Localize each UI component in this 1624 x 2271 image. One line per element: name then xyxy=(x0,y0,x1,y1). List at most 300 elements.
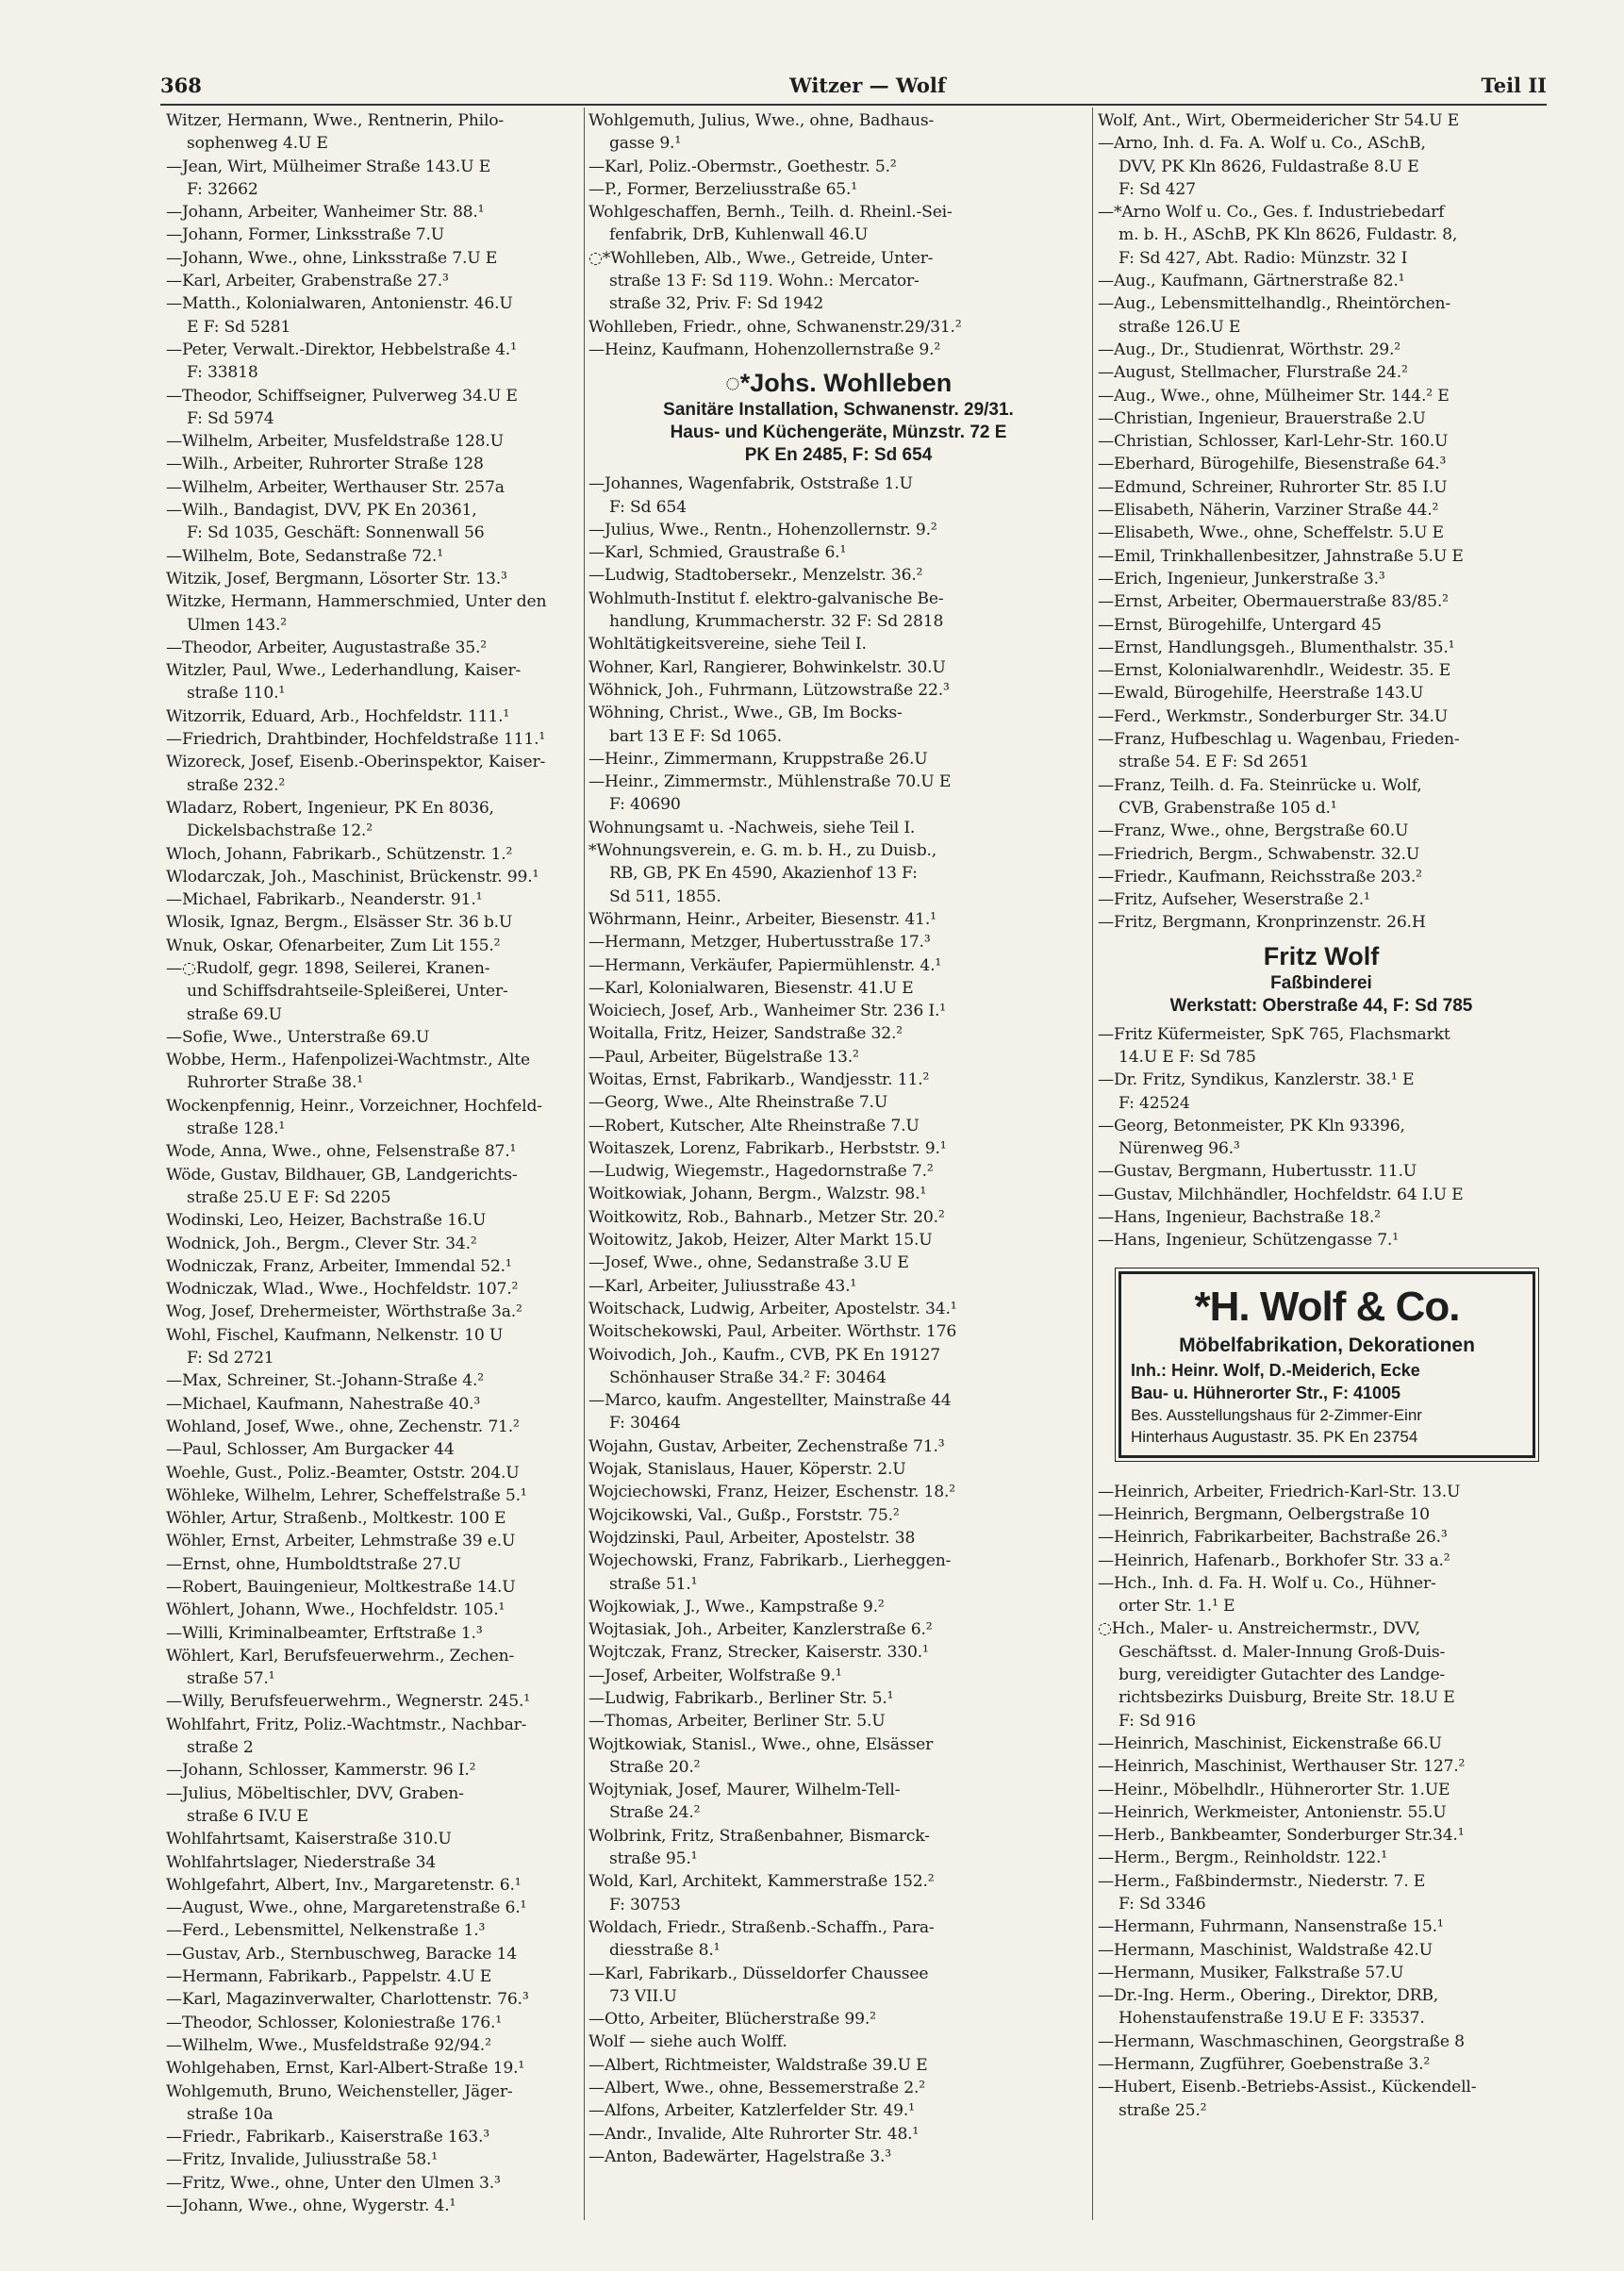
entry-line: —Ernst, Arbeiter, Obermauerstraße 83/85.² xyxy=(1098,592,1449,612)
entry-line: 73 VII.U xyxy=(609,1986,677,2006)
entry-line: —Hermann, Verkäufer, Papiermühlenstr. 4.¹ xyxy=(588,955,942,975)
entry-line: —Herm., Bergm., Reinholdstr. 122.¹ xyxy=(1098,1848,1387,1868)
directory-entry xyxy=(588,1091,1088,1114)
entry-line: F: Sd 3346 xyxy=(1119,1895,1206,1914)
entry-line: —Michael, Kaufmann, Nahestraße 40.³ xyxy=(166,1394,481,1414)
entry-line: Wohlgeschaffen, Bernh., Teilh. d. Rheinl.-Sei- xyxy=(588,203,953,223)
directory-entry xyxy=(166,751,581,797)
entry-line: —Wilhelm, Bote, Sedanstraße 72.¹ xyxy=(166,546,443,566)
entry-line: —Theodor, Schiffseigner, Pulverweg 34.U E xyxy=(166,386,518,406)
entry-line: F: Sd 1035, Geschäft: Sonnenwall 56 xyxy=(187,523,485,543)
entry-line: —Michael, Fabrikarb., Neanderstr. 91.¹ xyxy=(166,890,483,910)
directory-entry xyxy=(1098,1915,1545,1938)
entry-line: —Sofie, Wwe., Unterstraße 69.U xyxy=(166,1027,430,1047)
entry-line: Ruhrorter Straße 38.¹ xyxy=(187,1073,363,1093)
directory-entry xyxy=(1098,1229,1545,1252)
entry-line: Wojtasiak, Joh., Arbeiter, Kanzlerstraße 6.² xyxy=(588,1620,933,1640)
ad-title: *H. Wolf & Co. xyxy=(1194,1283,1460,1330)
entry-line: Woiciech, Josef, Arb., Wanheimer Str. 236 I.¹ xyxy=(588,1002,946,1021)
directory-entry xyxy=(1098,1206,1545,1229)
directory-entry xyxy=(1098,1939,1545,1962)
directory-entry xyxy=(166,843,581,866)
directory-entry xyxy=(1098,866,1545,888)
entry-line: F: 30753 xyxy=(609,1895,681,1915)
directory-entry xyxy=(166,476,581,499)
entry-line: —Julius, Wwe., Rentn., Hohenzollernstr. 9.² xyxy=(588,520,937,539)
entry-line: —August, Stellmacher, Flurstraße 24.² xyxy=(1098,363,1408,383)
directory-entry xyxy=(166,659,581,705)
directory-entry xyxy=(166,2148,581,2171)
directory-entry xyxy=(1098,728,1545,774)
entry-line: —Aug., Wwe., ohne, Mülheimer Str. 144.² E xyxy=(1098,386,1450,406)
entry-line: —Paul, Arbeiter, Bügelstraße 13.² xyxy=(588,1047,859,1067)
entry-line: —Ferd., Lebensmittel, Nelkenstraße 1.³ xyxy=(166,1921,486,1941)
directory-entry xyxy=(166,545,581,568)
directory-entry xyxy=(1098,911,1545,934)
entry-line: —Albert, Wwe., ohne, Bessemerstraße 2.² xyxy=(588,2079,925,2098)
entry-line: —Ernst, Bürogehilfe, Untergard 45 xyxy=(1098,615,1382,635)
directory-entry xyxy=(588,1481,1088,1503)
entry-line: Woehle, Gust., Poliz.-Beamter, Oststr. 204.U xyxy=(166,1463,520,1483)
entry-line: —Elisabeth, Wwe., ohne, Scheffelstr. 5.U E xyxy=(1098,523,1444,543)
entry-line: —Ewald, Bürogehilfe, Heerstraße 143.U xyxy=(1098,684,1424,704)
directory-entry xyxy=(166,1164,581,1210)
ad-title: ◌*Johs. Wohlleben xyxy=(724,369,953,398)
entry-line: Wohlmuth-Institut f. elektro-galvanische Be- xyxy=(588,588,944,608)
ad-line: Bau- u. Hühnerorter Str., F: 41005 xyxy=(1131,1383,1401,1402)
directory-entry xyxy=(588,1596,1088,1618)
entry-line: Wojcikowski, Val., Gußp., Forststr. 75.² xyxy=(588,1505,900,1525)
directory-entry xyxy=(1098,339,1545,361)
entry-line: —Heinr., Möbelhdlr., Hühnerorter Str. 1.UE xyxy=(1098,1780,1450,1799)
directory-entry xyxy=(588,1389,1088,1435)
entry-line: —Hch., Inh. d. Fa. H. Wolf u. Co., Hühner- xyxy=(1098,1573,1436,1593)
entry-line: —Heinr., Zimmermann, Kruppstraße 26.U xyxy=(588,749,928,769)
directory-entry xyxy=(166,1301,581,1323)
entry-line: —Albert, Richtmeister, Waldstraße 39.U E xyxy=(588,2055,928,2075)
directory-entry xyxy=(1098,843,1545,866)
entry-line: —Arno, Inh. d. Fa. A. Wolf u. Co., ASchB, xyxy=(1098,134,1426,154)
entry-line: straße 25.² xyxy=(1119,2100,1207,2120)
directory-entry xyxy=(588,1069,1088,1091)
entry-line: Wöde, Gustav, Bildhauer, GB, Landgerichts- xyxy=(166,1165,518,1185)
directory-entry xyxy=(166,1278,581,1301)
entry-line: —Erich, Ingenieur, Junkerstraße 3.³ xyxy=(1098,569,1385,588)
entry-line: Wojkowiak, J., Wwe., Kampstraße 9.² xyxy=(588,1597,885,1616)
entry-line: Wodnick, Joh., Bergm., Clever Str. 34.² xyxy=(166,1234,477,1253)
directory-entry xyxy=(1098,1617,1545,1732)
entry-line: —Hermann, Maschinist, Waldstraße 42.U xyxy=(1098,1940,1433,1960)
ad-line: Sanitäre Installation, Schwanenstr. 29/31. xyxy=(663,400,1014,421)
directory-entry xyxy=(166,568,581,590)
directory-entry xyxy=(166,590,581,637)
entry-line: —Ludwig, Stadtobersekr., Menzelstr. 36.² xyxy=(588,566,923,586)
entry-line: —Karl, Kolonialwaren, Biesenstr. 41.U E xyxy=(588,978,914,998)
entry-line: Witzke, Hermann, Hammerschmied, Unter den xyxy=(166,592,547,612)
entry-line: Witzler, Paul, Wwe., Lederhandlung, Kaiser- xyxy=(166,661,522,681)
directory-entry xyxy=(1098,568,1545,590)
directory-entry xyxy=(166,911,581,934)
entry-line: —Christian, Ingenieur, Brauerstraße 2.U xyxy=(1098,408,1426,428)
entry-line: Wohland, Josef, Wwe., ohne, Zechenstr. 71.² xyxy=(166,1417,520,1436)
entry-line: —Willi, Kriminalbeamter, Erftstraße 1.³ xyxy=(166,1623,483,1643)
directory-entry xyxy=(588,977,1088,1000)
ad-line: Inh.: Heinr. Wolf, D.-Meiderich, Ecke xyxy=(1131,1360,1420,1380)
directory-entry xyxy=(588,1022,1088,1045)
entry-line: Nürenweg 96.³ xyxy=(1119,1139,1240,1159)
entry-line: Ulmen 143.² xyxy=(187,615,287,635)
column-divider xyxy=(1092,108,1093,2220)
directory-entry xyxy=(1098,1481,1545,1503)
ad-line: Haus- und Küchengeräte, Münzstr. 72 E xyxy=(670,423,1007,443)
directory-entry xyxy=(588,1733,1088,1780)
entry-line: Wohlleben, Friedr., ohne, Schwanenstr.29/31.² xyxy=(588,317,962,337)
entry-line: —Johann, Wwe., ohne, Wygerstr. 4.¹ xyxy=(166,2196,456,2216)
directory-entry xyxy=(1098,1779,1545,1801)
entry-line: Wodniczak, Wlad., Wwe., Hochfeldstr. 107.² xyxy=(166,1280,519,1300)
entry-line: —Wilhelm, Arbeiter, Werthauser Str. 257a xyxy=(166,477,505,497)
directory-entry xyxy=(588,1458,1088,1481)
directory-entry xyxy=(588,2054,1088,2077)
entry-line: Woitkowiak, Johann, Bergm., Walzstr. 98.¹ xyxy=(588,1185,927,1204)
entry-line: —Franz, Hufbeschlag u. Wagenbau, Frieden- xyxy=(1098,730,1460,750)
entry-line: —Marco, kaufm. Angestellter, Mainstraße 44 xyxy=(588,1391,952,1411)
directory-entry xyxy=(166,1140,581,1163)
column-2 xyxy=(588,109,1088,2168)
entry-line: —Anton, Badewärter, Hagelstraße 3.³ xyxy=(588,2147,891,2166)
directory-entry xyxy=(166,339,581,385)
directory-entry xyxy=(166,797,581,843)
directory-entry xyxy=(588,1183,1088,1205)
directory-entry xyxy=(588,2099,1088,2122)
entry-line: F: Sd 427, Abt. Radio: Münzstr. 32 I xyxy=(1119,248,1408,268)
entry-line: Woitas, Ernst, Fabrikarb., Wandjesstr. 11.² xyxy=(588,1069,930,1089)
directory-entry xyxy=(1098,1069,1545,1115)
entry-line: gasse 9.¹ xyxy=(609,134,682,154)
entry-line: —Georg, Wwe., Alte Rheinstraße 7.U xyxy=(588,1093,888,1113)
entry-line: straße 2 xyxy=(187,1738,254,1758)
directory-entry xyxy=(166,292,581,339)
entry-line: Wohlfahrt, Fritz, Poliz.-Wachtmstr., Nachbar- xyxy=(166,1715,527,1734)
entry-line: —Karl, Poliz.-Obermstr., Goethestr. 5.² xyxy=(588,157,897,176)
entry-line: Woldach, Friedr., Straßenb.-Schaffn., Para- xyxy=(588,1917,935,1937)
entry-line: Woitaszek, Lorenz, Fabrikarb., Herbststr. 9.¹ xyxy=(588,1138,947,1158)
entry-line: Wöhrmann, Heinr., Arbeiter, Biesenstr. 41.¹ xyxy=(588,909,936,929)
directory-entry xyxy=(588,1137,1088,1160)
advertisement xyxy=(1098,940,1545,1018)
ad-subtitle: Möbelfabrikation, Dekorationen xyxy=(1179,1334,1475,1356)
directory-entry xyxy=(166,2034,581,2057)
entry-line: Wöhler, Artur, Straßenb., Moltkestr. 100 E xyxy=(166,1509,506,1529)
entry-line: —Gustav, Arb., Sternbuschweg, Baracke 14 xyxy=(166,1944,518,1964)
directory-entry xyxy=(1098,499,1545,522)
entry-line: straße 126.U E xyxy=(1119,317,1241,337)
entry-line: Woitowitz, Jakob, Heizer, Alter Markt 15.U xyxy=(588,1231,933,1251)
directory-entry xyxy=(588,1206,1088,1229)
directory-entry xyxy=(166,2126,581,2148)
entry-line: —Karl, Schmied, Graustraße 6.¹ xyxy=(588,543,847,563)
entry-line: straße 232.² xyxy=(187,775,286,795)
directory-entry xyxy=(1098,201,1545,270)
entry-line: F: 40690 xyxy=(609,795,681,815)
entry-line: Straße 24.² xyxy=(609,1803,701,1823)
directory-entry xyxy=(166,453,581,475)
entry-line: —Friedr., Fabrikarb., Kaiserstraße 163.³ xyxy=(166,2128,489,2147)
entry-line: Wlosik, Ignaz, Bergm., Elsässer Str. 36 b.U xyxy=(166,913,513,933)
entry-line: —Elisabeth, Näherin, Varziner Straße 44.² xyxy=(1098,501,1439,521)
entry-line: —Hans, Ingenieur, Bachstraße 18.² xyxy=(1098,1208,1381,1228)
directory-entry xyxy=(166,1828,581,1850)
entry-line: Hohenstaufenstraße 19.U E F: 33537. xyxy=(1119,2009,1425,2029)
directory-entry xyxy=(588,201,1088,247)
directory-entry xyxy=(1098,1023,1545,1069)
entry-line: Woitkowitz, Rob., Bahnarb., Metzer Str. 20.² xyxy=(588,1207,945,1227)
directory-entry xyxy=(588,1000,1088,1022)
entry-line: —Otto, Arbeiter, Blücherstraße 99.² xyxy=(588,2010,876,2030)
directory-entry xyxy=(166,1026,581,1049)
entry-line: —Dr. Fritz, Syndikus, Kanzlerstr. 38.¹ E xyxy=(1098,1070,1415,1090)
entry-line: —Ludwig, Fabrikarb., Berliner Str. 5.¹ xyxy=(588,1689,894,1708)
entry-line: straße 6 IV.U E xyxy=(187,1806,308,1826)
entry-line: —Friedrich, Drahtbinder, Hochfeldstraße 111.¹ xyxy=(166,730,546,750)
directory-entry xyxy=(588,588,1088,634)
directory-entry xyxy=(588,156,1088,178)
directory-entry xyxy=(588,247,1088,316)
directory-entry xyxy=(588,1779,1088,1825)
directory-entry xyxy=(588,702,1088,748)
entry-line: —Peter, Verwalt.-Direktor, Hebbelstraße 4.¹ xyxy=(166,340,517,359)
directory-entry xyxy=(588,656,1088,679)
entry-line: —Wilhelm, Wwe., Musfeldstraße 92/94.² xyxy=(166,2035,491,2055)
directory-entry xyxy=(166,1530,581,1552)
directory-entry xyxy=(1098,614,1545,637)
directory-entry xyxy=(588,1115,1088,1137)
directory-entry xyxy=(588,1504,1088,1527)
directory-entry xyxy=(588,1963,1088,2009)
entry-line: Wohlfahrtslager, Niederstraße 34 xyxy=(166,1852,437,1872)
directory-entry xyxy=(1098,292,1545,339)
entry-line: —Thomas, Arbeiter, Berliner Str. 5.U xyxy=(588,1712,886,1732)
ad-line: Faßbinderei xyxy=(1270,972,1372,993)
entry-line: —Ferd., Werkmstr., Sonderburger Str. 34.U xyxy=(1098,706,1449,726)
entry-line: —Jean, Wirt, Mülheimer Straße 143.U E xyxy=(166,157,491,176)
directory-entry xyxy=(166,1759,581,1782)
entry-line: F: Sd 2721 xyxy=(187,1349,274,1368)
entry-line: Wolbrink, Fritz, Straßenbahner, Bismarck- xyxy=(588,1826,930,1846)
entry-line: straße 51.¹ xyxy=(609,1574,698,1594)
directory-entry xyxy=(1098,270,1545,292)
entry-line: —Heinrich, Hafenarb., Borkhofer Str. 33 a.² xyxy=(1098,1550,1450,1570)
directory-entry xyxy=(166,1462,581,1484)
entry-line: —Ludwig, Wiegemstr., Hagedornstraße 7.² xyxy=(588,1162,934,1182)
directory-entry xyxy=(166,866,581,888)
directory-entry xyxy=(166,2195,581,2217)
entry-line: —Johann, Schlosser, Kammerstr. 96 I.² xyxy=(166,1761,476,1781)
entry-line: —Hermann, Zugführer, Goebenstraße 3.² xyxy=(1098,2055,1431,2075)
entry-line: Wojechowski, Franz, Fabrikarb., Lierheggen- xyxy=(588,1551,952,1571)
directory-entry xyxy=(588,817,1088,839)
entry-line: —Hans, Ingenieur, Schützengasse 7.¹ xyxy=(1098,1231,1399,1251)
entry-line: straße 54. E F: Sd 2651 xyxy=(1119,753,1310,772)
directory-entry xyxy=(166,1782,581,1829)
directory-entry xyxy=(166,1393,581,1416)
entry-line: —Robert, Bauingenieur, Moltkestraße 14.U xyxy=(166,1578,516,1597)
entry-line: DVV, PK Kln 8626, Fuldastraße 8.U E xyxy=(1119,157,1419,176)
entry-line: Wold, Karl, Architekt, Kammerstraße 152.² xyxy=(588,1872,935,1892)
directory-entry xyxy=(166,2080,581,2127)
entry-line: straße 69.U xyxy=(187,1004,282,1024)
directory-entry xyxy=(588,519,1088,541)
entry-line: bart 13 E F: Sd 1065. xyxy=(609,726,782,746)
entry-line: F: Sd 916 xyxy=(1119,1711,1196,1731)
directory-entry xyxy=(1098,1870,1545,1916)
directory-entry xyxy=(1098,1847,1545,1869)
directory-entry xyxy=(166,1622,581,1645)
entry-line: Wöhlert, Johann, Wwe., Hochfeldstr. 105.¹ xyxy=(166,1600,505,1620)
directory-entry xyxy=(588,2008,1088,2031)
directory-entry xyxy=(1098,705,1545,728)
entry-line: —Georg, Betonmeister, PK Kln 93396, xyxy=(1098,1116,1405,1136)
directory-entry xyxy=(166,1209,581,1232)
directory-entry xyxy=(166,1255,581,1278)
entry-line: —P., Former, Berzeliusstraße 65.¹ xyxy=(588,179,857,199)
directory-entry xyxy=(588,1641,1088,1664)
entry-line: sophenweg 4.U E xyxy=(187,134,328,154)
directory-entry xyxy=(166,1438,581,1461)
directory-entry xyxy=(1098,1550,1545,1572)
entry-line: —Friedr., Kaufmann, Reichsstraße 203.² xyxy=(1098,867,1422,887)
entry-line: Wode, Anna, Wwe., ohne, Felsenstraße 87.¹ xyxy=(166,1142,517,1162)
entry-line: straße 128.¹ xyxy=(187,1119,286,1139)
directory-entry xyxy=(166,1095,581,1141)
entry-line: F: 33818 xyxy=(187,363,258,383)
header-rule xyxy=(160,104,1547,106)
entry-line: —Franz, Teilh. d. Fa. Steinrücke u. Wolf, xyxy=(1098,775,1422,795)
directory-entry xyxy=(166,247,581,270)
directory-entry xyxy=(166,728,581,751)
entry-line: Schönhauser Straße 34.² F: 30464 xyxy=(609,1368,887,1387)
directory-entry xyxy=(166,2012,581,2034)
entry-line: —Aug., Kaufmann, Gärtnerstraße 82.¹ xyxy=(1098,272,1405,291)
directory-entry xyxy=(588,1435,1088,1458)
page-number: 368 xyxy=(160,74,202,97)
directory-entry xyxy=(588,931,1088,953)
directory-entry xyxy=(588,1229,1088,1252)
entry-line: Wobbe, Herm., Hafenpolizei-Wachtmstr., Alte xyxy=(166,1051,530,1070)
entry-line: —Friedrich, Bergm., Schwabenstr. 32.U xyxy=(1098,844,1420,864)
directory-entry xyxy=(588,316,1088,339)
directory-entry xyxy=(166,1324,581,1370)
entry-line: —Fritz, Wwe., ohne, Unter den Ulmen 3.³ xyxy=(166,2173,501,2193)
entry-line: —Fritz Küfermeister, SpK 765, Flachsmarkt xyxy=(1098,1024,1450,1044)
directory-entry xyxy=(1098,682,1545,705)
directory-entry xyxy=(166,1690,581,1713)
directory-entry xyxy=(166,935,581,957)
directory-entry xyxy=(166,156,581,202)
directory-entry xyxy=(588,954,1088,977)
entry-line: —Paul, Schlosser, Am Burgacker 44 xyxy=(166,1440,455,1460)
entry-line: Witzorrik, Eduard, Arb., Hochfeldstr. 111.¹ xyxy=(166,706,510,726)
entry-line: —Fritz, Aufseher, Weserstraße 2.¹ xyxy=(1098,890,1370,910)
directory-entry xyxy=(166,2172,581,2195)
directory-entry xyxy=(166,1965,581,1988)
directory-entry xyxy=(1098,453,1545,475)
entry-line: diesstraße 8.¹ xyxy=(609,1941,721,1961)
entry-line: handlung, Krummacherstr. 32 F: Sd 2818 xyxy=(609,612,944,632)
directory-entry xyxy=(166,1553,581,1576)
directory-entry xyxy=(588,1710,1088,1732)
entry-line: F: Sd 5974 xyxy=(187,408,274,428)
directory-entry xyxy=(588,1618,1088,1641)
directory-entry xyxy=(1098,407,1545,430)
directory-entry xyxy=(588,1252,1088,1274)
ad-note: Hinterhaus Augustastr. 35. PK En 23754 xyxy=(1131,1427,1418,1446)
entry-line: Wnuk, Oskar, Ofenarbeiter, Zum Lit 155.² xyxy=(166,936,501,955)
directory-entry xyxy=(166,1714,581,1760)
directory-entry xyxy=(1098,1801,1545,1824)
ad-title: Fritz Wolf xyxy=(1263,941,1380,970)
entry-line: Dickelsbachstraße 12.² xyxy=(187,821,373,841)
entry-line: Wolf, Ant., Wirt, Obermeidericher Str 54.U E xyxy=(1098,111,1459,130)
directory-entry xyxy=(1098,476,1545,499)
entry-line: —Fritz, Invalide, Juliusstraße 58.¹ xyxy=(166,2150,438,2170)
entry-line: Straße 20.² xyxy=(609,1757,701,1777)
page-header xyxy=(160,74,1547,106)
directory-entry xyxy=(588,1320,1088,1343)
entry-line: —Johann, Arbeiter, Wanheimer Str. 88.¹ xyxy=(166,203,485,223)
directory-entry xyxy=(166,957,581,1026)
directory-entry xyxy=(1098,545,1545,568)
directory-entry xyxy=(166,270,581,292)
directory-entry xyxy=(588,1825,1088,1871)
entry-line: —Heinrich, Arbeiter, Friedrich-Karl-Str. 13.U xyxy=(1098,1482,1461,1501)
entry-line: F: 42524 xyxy=(1119,1093,1190,1113)
entry-line: —Gustav, Bergmann, Hubertusstr. 11.U xyxy=(1098,1162,1417,1182)
directory-entry xyxy=(588,1344,1088,1390)
directory-entry xyxy=(1098,1572,1545,1618)
directory-entry xyxy=(166,1369,581,1392)
entry-line: Wohnungsamt u. -Nachweis, siehe Teil I. xyxy=(588,818,916,837)
directory-entry xyxy=(166,1484,581,1507)
entry-line: —Johann, Former, Linksstraße 7.U xyxy=(166,225,445,245)
directory-entry xyxy=(588,109,1088,156)
directory-entry xyxy=(166,1943,581,1965)
entry-line: —Heinrich, Maschinist, Eickenstraße 66.U xyxy=(1098,1733,1442,1753)
column-3 xyxy=(1098,109,1545,2122)
directory-entry xyxy=(166,1599,581,1621)
entry-line: Wohltätigkeitsvereine, siehe Teil I. xyxy=(588,635,867,655)
entry-line: —Wilhelm, Arbeiter, Musfeldstraße 128.U xyxy=(166,432,504,452)
ad-note: Bes. Ausstellungshaus für 2-Zimmer-Einr xyxy=(1131,1405,1422,1424)
directory-entry xyxy=(588,1665,1088,1687)
directory-entry xyxy=(166,1919,581,1942)
directory-entry xyxy=(588,771,1088,817)
running-title: Witzer — Wolf xyxy=(789,74,946,97)
directory-entry xyxy=(588,679,1088,702)
directory-entry xyxy=(588,178,1088,201)
entry-line: Wohlgefahrt, Albert, Inv., Margaretenstr. 6.¹ xyxy=(166,1875,522,1895)
entry-line: RB, GB, PK En 4590, Akazienhof 13 F: xyxy=(609,864,918,884)
entry-line: —Herm., Faßbindermstr., Niederstr. 7. E xyxy=(1098,1871,1426,1891)
entry-line: orter Str. 1.¹ E xyxy=(1119,1597,1235,1616)
directory-entry xyxy=(588,339,1088,361)
directory-entry xyxy=(1098,774,1545,821)
entry-line: —◌Rudolf, gegr. 1898, Seilerei, Kranen- xyxy=(166,958,490,978)
entry-line: —Johannes, Wagenfabrik, Oststraße 1.U xyxy=(588,474,913,494)
directory-entry xyxy=(1098,361,1545,384)
entry-line: F: 30464 xyxy=(609,1414,681,1434)
entry-line: —Ernst, Handlungsgeh., Blumenthalstr. 35.¹ xyxy=(1098,638,1455,657)
